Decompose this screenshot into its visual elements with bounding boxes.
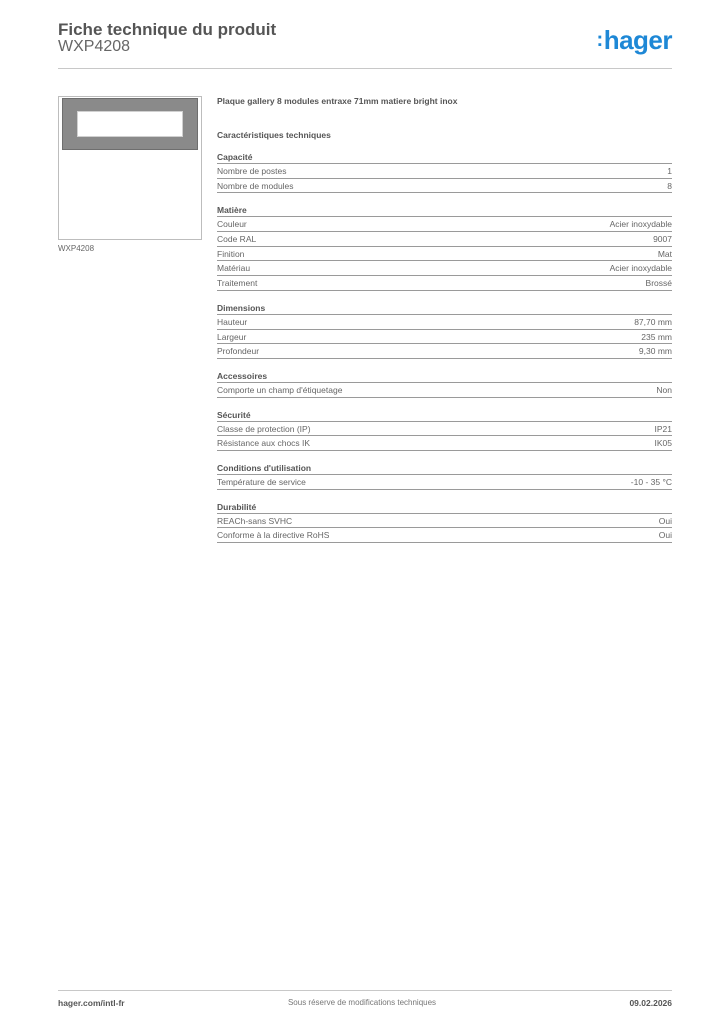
footer-website[interactable]: hager.com/intl-fr [58,998,125,1008]
spec-sections [217,152,672,543]
spec-row [217,315,672,330]
spec-row [217,330,672,345]
spec-label: Hauteur [217,316,248,327]
spec-value: 235 mm [641,331,672,342]
product-image [58,96,202,240]
logo-text: hager [603,25,672,55]
spec-row [217,217,672,232]
spec-label: Profondeur [217,346,260,357]
technical-characteristics-heading: Caractéristiques techniques [217,130,331,140]
spec-row [217,344,672,359]
footer-date: 09.02.2026 [629,998,672,1008]
spec-section [217,371,672,398]
spec-label: Couleur [217,219,247,230]
spec-section [217,410,672,451]
spec-label: Comporte un champ d'étiquetage [217,384,343,395]
section-title: Sécurité [217,410,672,422]
spec-section [217,463,672,490]
spec-label: Code RAL [217,234,257,245]
spec-section [217,303,672,359]
section-title: Accessoires [217,371,672,383]
spec-value: 87,70 mm [634,316,672,327]
spec-row [217,514,672,529]
spec-row [217,232,672,247]
section-title: Durabilité [217,502,672,514]
spec-row [217,164,672,179]
spec-section [217,502,672,543]
spec-value: 9007 [653,234,672,245]
document-title: Fiche technique du produit [58,20,277,39]
plate-illustration [62,98,198,150]
spec-label: REACh-sans SVHC [217,515,293,526]
spec-value: Non [656,384,672,395]
spec-value: Acier inoxydable [609,263,672,274]
spec-value: 1 [667,166,672,176]
spec-section [217,152,672,193]
spec-row [217,528,672,543]
spec-label: Résistance aux chocs IK [217,438,311,449]
spec-value: Oui [658,515,672,526]
spec-value: 8 [667,180,672,191]
spec-label: Matériau [217,263,251,274]
spec-value: Mat [657,248,672,259]
logo-colon-icon: : [596,29,603,51]
section-title: Conditions d'utilisation [217,463,672,475]
spec-row [217,475,672,490]
spec-row [217,383,672,398]
footer-divider [58,990,672,991]
plate-opening [77,111,183,137]
spec-row [217,422,672,437]
spec-label: Nombre de postes [217,166,287,176]
product-description: Plaque gallery 8 modules entraxe 71mm matiere bright inox [217,96,458,106]
spec-label: Largeur [217,331,247,342]
section-title: Matière [217,205,672,217]
spec-label: Traitement [217,278,258,289]
spec-row [217,436,672,451]
hager-logo [597,27,672,53]
spec-value: Acier inoxydable [609,219,672,230]
spec-value: IK05 [654,438,672,449]
spec-value: IP21 [654,423,672,434]
image-caption: WXP4208 [58,244,95,253]
spec-value: -10 - 35 °C [630,476,672,487]
spec-section [217,205,672,290]
section-title: Dimensions [217,303,672,315]
spec-label: Finition [217,248,245,259]
spec-row [217,179,672,194]
spec-label: Nombre de modules [217,180,294,191]
spec-label: Classe de protection (IP) [217,423,311,434]
header-divider [58,68,672,69]
spec-value: 9,30 mm [638,346,672,357]
product-reference: WXP4208 [58,38,131,55]
spec-label: Température de service [217,476,306,487]
spec-value: Brossé [645,278,672,289]
footer-disclaimer: Sous réserve de modifications techniques [287,998,437,1007]
spec-value: Oui [658,530,672,541]
specifications-panel [217,96,672,543]
spec-row [217,247,672,262]
spec-row [217,261,672,276]
spec-row [217,276,672,291]
section-title: Capacité [217,152,672,164]
spec-label: Conforme à la directive RoHS [217,530,330,541]
